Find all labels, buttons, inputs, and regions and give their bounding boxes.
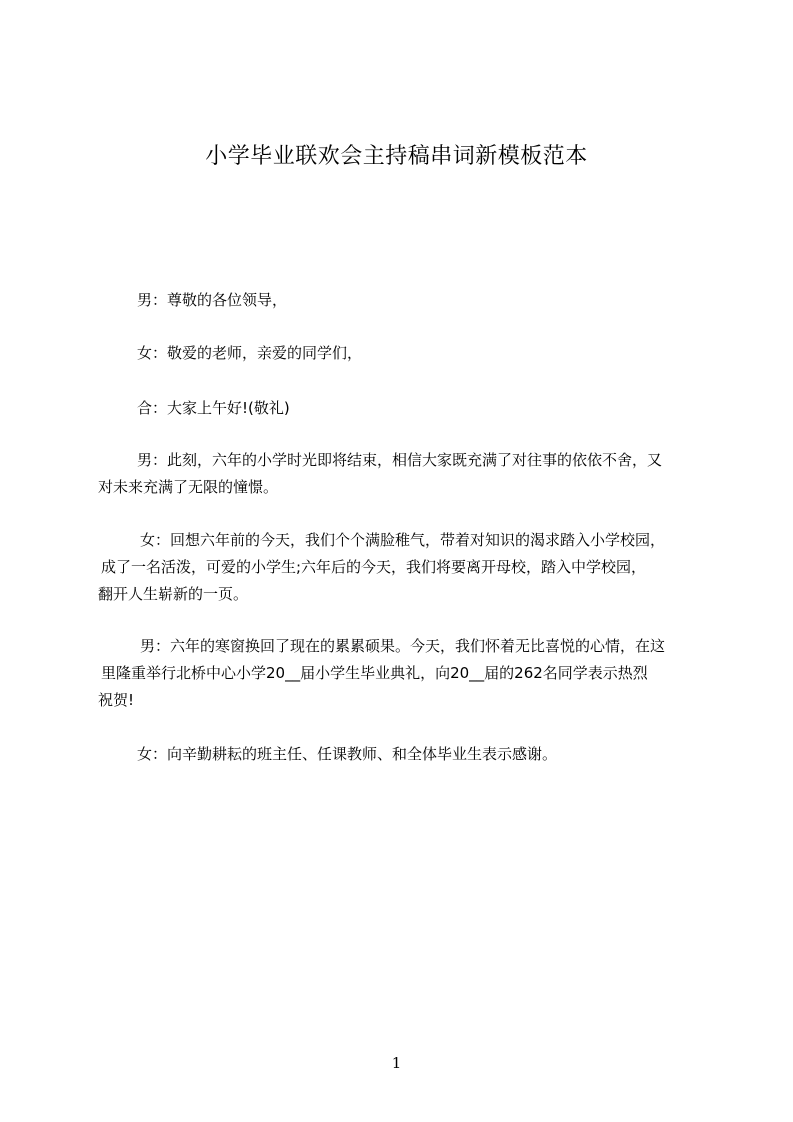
paragraph-line: 女：回想六年前的今天，我们个个满脸稚气，带着对知识的渴求踏入小学校园， (140, 531, 666, 549)
document-title: 小学毕业联欢会主持稿串词新模板范本 (205, 144, 588, 169)
paragraph-line: 男：尊敬的各位领导， (137, 291, 288, 309)
paragraph-female-recall (98, 527, 708, 608)
paragraph-female-thanks (98, 741, 708, 768)
paragraph-male-greeting (98, 287, 708, 314)
paragraph-line: 男：此刻，六年的小学时光即将结束，相信大家既充满了对往事的依依不舍，又 (137, 451, 663, 469)
paragraph-line: 女：向辛勤耕耘的班主任、任课教师、和全体毕业生表示感谢。 (137, 745, 558, 763)
paragraph-male-ceremony (98, 633, 708, 714)
paragraph-together-greeting (98, 395, 708, 422)
paragraph-line: 合：大家上午好!(敬礼) (137, 399, 290, 417)
paragraph-line: 女：敬爱的老师，亲爱的同学们， (137, 344, 363, 362)
paragraph-male-moment (98, 447, 708, 501)
paragraph-line: 里隆重举行北桥中心小学20__届小学生毕业典礼，向20__届的262名同学表示热烈 (101, 664, 648, 682)
paragraph-line: 祝贺! (98, 691, 135, 709)
paragraph-female-greeting (98, 340, 708, 367)
paragraph-line: 翻开人生崭新的一页。 (98, 585, 249, 603)
paragraph-line: 成了一名活泼，可爱的小学生;六年后的今天，我们将要离开母校，踏入中学校园， (101, 558, 647, 576)
paragraph-line: 男：六年的寒窗换回了现在的累累硕果。今天，我们怀着无比喜悦的心情，在这 (140, 637, 666, 655)
page-number: 1 (391, 1054, 402, 1072)
paragraph-line: 对未来充满了无限的憧憬。 (98, 478, 279, 496)
